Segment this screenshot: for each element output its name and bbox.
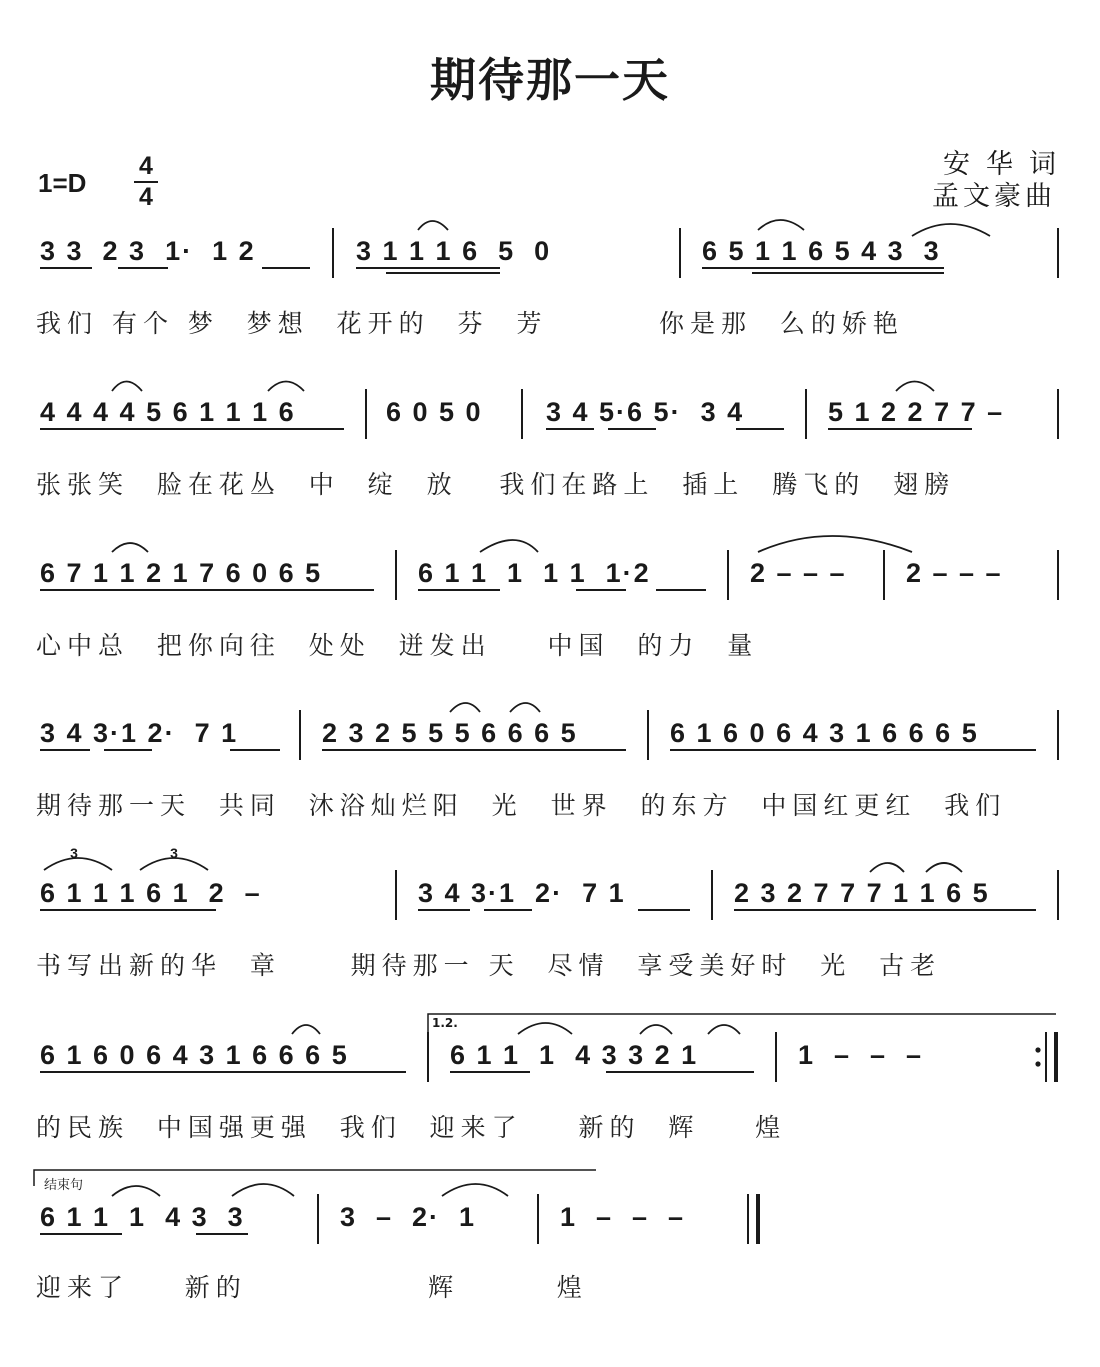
volta-label: 1.2.	[432, 1016, 458, 1030]
triplet-number: 3	[170, 845, 178, 861]
row-7-lyrics: 迎来了 新的 辉 煌	[36, 1273, 588, 1302]
slur	[112, 543, 148, 552]
slur	[640, 1025, 672, 1034]
slur	[112, 1186, 160, 1196]
repeat-dot	[1035, 1061, 1040, 1066]
slur	[292, 1025, 320, 1034]
ending-bracket	[34, 1170, 596, 1186]
song-title: 期待那一天	[430, 53, 670, 107]
row-4-measure-3: 6 1 6 0 6 4 3 1 6 6 6 5	[670, 718, 979, 748]
row-5-measure-2: 3 4 3·1 2· 7 1	[418, 878, 626, 908]
slur	[896, 382, 934, 392]
slur	[926, 863, 962, 872]
row-1-measure-3: 6 5 1 1 6 5 4 3 3	[702, 236, 941, 266]
slur	[518, 1023, 572, 1034]
slur	[112, 382, 142, 392]
ending-label: 结束句	[44, 1178, 84, 1193]
slur	[418, 221, 448, 230]
row-7-measure-1: 6 1 1 1 4 3 3	[40, 1202, 245, 1232]
row-6-measure-2: 6 1 1 1 4 3 3 2 1	[450, 1040, 699, 1070]
row-1-measure-1: 3 3 2 3 1· 1 2	[40, 236, 256, 266]
row-3-measure-2: 6 1 1 1 1 1 1·2	[418, 558, 651, 588]
row-4-measure-1: 3 4 3·1 2· 7 1	[40, 718, 239, 748]
slur	[450, 703, 480, 712]
row-1-lyrics: 我们 有个 梦 梦想 花开的 芬 芳 你是那 么的娇艳	[36, 309, 904, 338]
row-6-measure-3: 1 – – –	[798, 1040, 924, 1070]
triplet-slur	[44, 858, 112, 870]
time-signature-bottom: 4	[139, 183, 153, 211]
row-2-lyrics: 张张笑 脸在花丛 中 绽 放 我们在路上 插上 腾飞的 翅膀	[36, 470, 956, 499]
triplet-number: 3	[70, 845, 78, 861]
slur	[708, 1025, 740, 1034]
row-2-measure-2: 6 0 5 0	[386, 397, 483, 427]
slur	[480, 540, 538, 552]
row-4-lyrics: 期待那一天 共同 沐浴灿烂阳 光 世界 的东方 中国红更红 我们	[36, 791, 1007, 820]
row-4-measure-2: 2 3 2 5 5 5 6 6 6 5	[322, 718, 578, 748]
slur	[268, 382, 304, 392]
row-6-lyrics: 的民族 中国强更强 我们 迎来了 新的 辉 煌	[36, 1113, 787, 1142]
row-5-measure-1: 6 1 1 1 6 1 2 –	[40, 878, 262, 908]
row-5-lyrics: 书写出新的华 章 期待那一 天 尽情 享受美好时 光 古老	[36, 951, 942, 980]
tie	[912, 224, 990, 236]
slur	[510, 703, 540, 712]
composer-credit: 孟文豪曲	[932, 181, 1056, 212]
repeat-dot	[1035, 1047, 1040, 1052]
row-2-measure-4: 5 1 2 2 7 7 –	[828, 397, 1005, 427]
tie	[758, 536, 912, 552]
row-6-measure-1: 6 1 6 0 6 4 3 1 6 6 6 5	[40, 1040, 349, 1070]
tie	[232, 1184, 294, 1196]
key-signature: 1=D	[38, 168, 87, 198]
slur	[442, 1184, 508, 1196]
slur	[758, 220, 804, 230]
time-signature-top: 4	[139, 152, 153, 180]
row-3-measure-4: 2 – – –	[906, 558, 1003, 588]
slur	[870, 863, 904, 872]
row-5-measure-3: 2 3 2 7 7 7 1 1 6 5	[734, 878, 990, 908]
row-7-measure-2: 3 – 2· 1	[340, 1202, 477, 1232]
row-3-measure-1: 6 7 1 1 2 1 7 6 0 6 5	[40, 558, 323, 588]
row-3-lyrics: 心中总 把你向往 处处 迸发出 中国 的力 量	[36, 631, 759, 660]
row-2-measure-3: 3 4 5·6 5· 3 4	[546, 397, 745, 427]
row-1-measure-2: 3 1 1 1 6 5 0	[356, 236, 552, 266]
row-3-measure-3: 2 – – –	[750, 558, 847, 588]
row-2-measure-1: 4 4 4 4 5 6 1 1 1 6	[40, 397, 296, 427]
lyricist-credit: 安华词	[943, 149, 1072, 180]
row-7-measure-3: 1 – – –	[560, 1202, 686, 1232]
